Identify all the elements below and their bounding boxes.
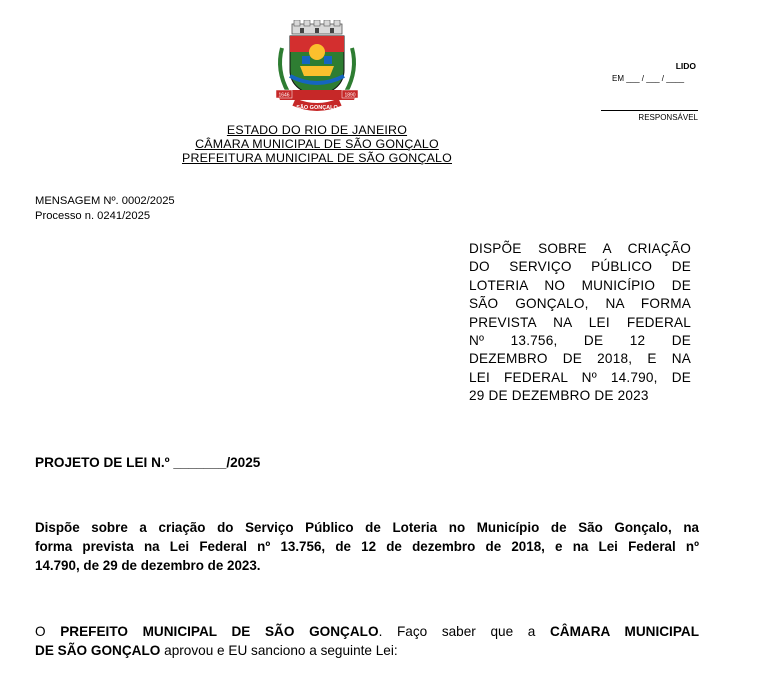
intro-line-2: [35, 643, 398, 658]
stamp-lido: LIDO: [675, 61, 696, 71]
ementa-line: LEI FEDERAL Nº 14.790, DE: [469, 369, 691, 385]
stamp-responsavel: RESPONSÁVEL: [638, 113, 698, 122]
ementa-line: Nº 13.756, DE 12 DE: [469, 333, 691, 349]
intro-text: . Faço saber que a: [378, 624, 550, 639]
crest-year-right: 1890: [344, 92, 356, 99]
ementa-bold-line: forma prevista na Lei Federal nº 13.756, de 12 de dezembro de 2018, e na Lei Federal nº: [35, 539, 699, 554]
crest-motto: SÃO GONÇALO: [296, 105, 338, 111]
stamp-signature-line: [601, 110, 698, 111]
process-number: Processo n. 0241/2025: [35, 210, 151, 222]
intro-chamber: CÂMARA MUNICIPAL: [549, 624, 700, 639]
header-state: ESTADO DO RIO DE JANEIRO: [226, 123, 408, 137]
intro-paragraph: [35, 622, 699, 660]
intro-mayor: PREFEITO MUNICIPAL DE SÃO GONÇALO: [60, 624, 379, 639]
ementa-bold-line: 14.790, de 29 de dezembro de 2023.: [35, 558, 261, 573]
ementa-line: DEZEMBRO DE 2018, E NA: [469, 351, 691, 367]
ementa-uppercase: [469, 240, 691, 406]
bill-title: PROJETO DE LEI N.º _______/2025: [35, 455, 261, 470]
message-info: [35, 194, 175, 224]
ementa-bold-line: Dispõe sobre a criação do Serviço Público de Loteria no Município de São Gonçalo, na: [35, 520, 699, 535]
intro-text: aprovou e EU sanciono a seguinte Lei:: [160, 643, 398, 658]
intro-text: O: [35, 624, 61, 639]
ementa-line: LOTERIA NO MUNICÍPIO DE: [469, 277, 691, 293]
ementa-line: PREVISTA NA LEI FEDERAL: [469, 314, 691, 330]
sao-goncalo-coat-of-arms: [270, 20, 364, 112]
header-prefecture: PREFEITURA MUNICIPAL DE SÃO GONÇALO: [181, 151, 452, 165]
intro-chamber-city: DE SÃO GONÇALO: [35, 643, 161, 658]
header-chamber: CÂMARA MUNICIPAL DE SÃO GONÇALO: [195, 137, 439, 151]
ementa-line: 29 DE DEZEMBRO DE 2023: [469, 388, 649, 404]
ementa-line: DO SERVIÇO PÚBLICO DE: [469, 259, 691, 275]
stamp-date-text: EM ___ / ___ / ____: [612, 74, 685, 83]
ementa-line: SÃO GONÇALO, NA FORMA: [469, 296, 691, 312]
message-number: MENSAGEM Nº. 0002/2025: [35, 195, 175, 207]
ementa-bold: [35, 518, 699, 575]
intro-line-1: [35, 622, 699, 641]
stamp-date-field: [612, 74, 698, 83]
crest-year-left: 1646: [278, 92, 290, 99]
ementa-line: DISPÕE SOBRE A CRIAÇÃO: [469, 241, 691, 256]
